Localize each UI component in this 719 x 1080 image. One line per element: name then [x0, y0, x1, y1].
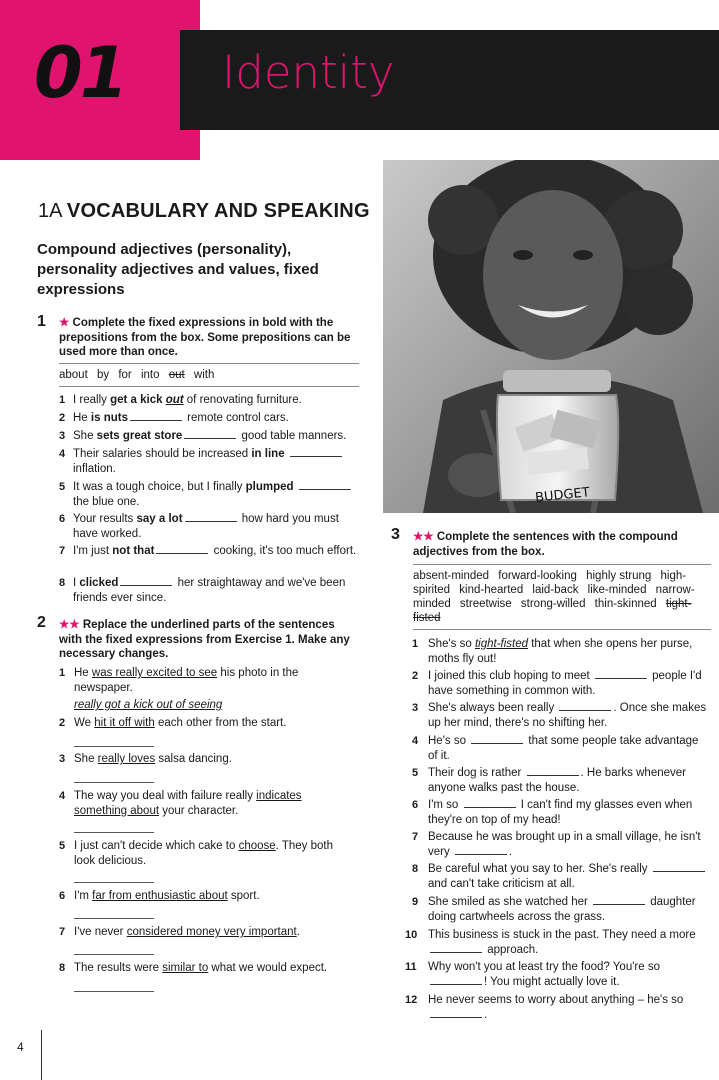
item-number: 3: [59, 430, 66, 442]
page-divider: [41, 1030, 42, 1080]
answer-blank[interactable]: [593, 895, 645, 905]
item-text: He: [74, 667, 92, 679]
ex3-item: [412, 734, 710, 763]
item-number: 5: [59, 840, 66, 852]
item-text: . They both look delicious.: [74, 840, 333, 867]
item-text: She: [73, 430, 97, 442]
exercise-1-number: 1: [37, 313, 46, 330]
item-text: that when she opens her purse, moths fly out!: [428, 638, 693, 665]
word: absent-minded: [413, 570, 490, 582]
word: highly strung: [586, 570, 652, 582]
word: laid-back: [532, 584, 579, 596]
item-number: 1: [412, 638, 419, 650]
item-text: Be careful what you say to her. She's really: [428, 863, 651, 875]
word: kind-hearted: [459, 584, 524, 596]
item-number: 3: [412, 702, 419, 714]
item-text: the blue one.: [73, 495, 140, 508]
exercise-3-number: 3: [391, 526, 400, 543]
ex2-item: [59, 925, 349, 940]
item-number: 4: [59, 790, 66, 802]
item-text: each other from the start.: [154, 717, 287, 729]
answer-blank[interactable]: [290, 447, 342, 457]
item-text: .: [508, 845, 513, 858]
item-number: 6: [59, 890, 66, 902]
instruction-text: Complete the fixed expressions in bold with the prepositions from the box. Some prepositions can be used more than once.: [59, 317, 351, 358]
item-text: He never seems to worry about anything – he's so: [428, 994, 684, 1006]
word: like-minded: [587, 584, 647, 596]
section-title: VOCABULARY AND SPEAKING: [66, 200, 370, 222]
item-text: The results were: [74, 962, 163, 974]
item-text: We: [74, 717, 95, 729]
ex3-item: [412, 862, 710, 891]
ex1-item: [59, 393, 359, 408]
instruction-text: Complete the sentences with the compound adjectives from the box.: [413, 531, 678, 558]
item-text: I: [73, 577, 80, 589]
photo-illustration: [383, 160, 719, 513]
answer-blank[interactable]: [653, 862, 705, 872]
word: for: [118, 369, 132, 381]
answer-blank[interactable]: [299, 480, 351, 490]
item-text: salsa dancing.: [155, 753, 232, 765]
item-text: remote control cars.: [183, 412, 289, 424]
ex1-item: [59, 576, 359, 605]
answer-blank[interactable]: [595, 669, 647, 679]
item-text: Their dog is rather: [428, 767, 525, 779]
photo-woman-with-jar: [383, 160, 719, 513]
item-text: This business is stuck in the past. They need a more: [428, 929, 696, 941]
item-text: your character.: [159, 804, 239, 817]
item-text: She smiled as she watched her: [428, 896, 592, 908]
ex1-item: [59, 411, 359, 426]
item-text: . He barks whenever anyone walks past the house.: [428, 767, 686, 794]
section-code: 1A: [38, 200, 62, 222]
answer-blank[interactable]: [430, 975, 482, 985]
example-answer: out: [165, 394, 184, 406]
difficulty-stars: ★★: [59, 619, 80, 631]
answer-blank[interactable]: [185, 512, 237, 522]
ex3-item: [405, 928, 710, 957]
underlined-phrase: really loves: [97, 753, 156, 765]
item-number: 3: [59, 753, 66, 765]
item-number: 1: [59, 394, 66, 406]
answer-line[interactable]: [74, 954, 154, 955]
ex2-item: [59, 716, 349, 731]
item-text: I really: [73, 394, 111, 406]
answer-blank[interactable]: [130, 411, 182, 421]
item-bold: in line: [251, 448, 285, 460]
underlined-phrase: far from enthusiastic about: [92, 890, 228, 902]
answer-blank[interactable]: [464, 798, 516, 808]
item-text: what we would expect.: [208, 962, 328, 974]
item-number: 1: [59, 667, 66, 679]
example-answer: tight-fisted: [474, 638, 529, 650]
item-bold: clicked: [79, 577, 119, 589]
item-text: approach.: [484, 943, 539, 956]
jar-label: BUDGET: [534, 485, 591, 506]
item-number: 8: [59, 962, 66, 974]
item-text: She: [74, 753, 98, 765]
item-number: 10: [405, 929, 418, 941]
answer-blank[interactable]: [120, 576, 172, 586]
exercise-2-instruction: [59, 618, 359, 662]
answer-blank[interactable]: [156, 544, 208, 554]
ex1-item: [59, 512, 359, 541]
example-answer: really got a kick out of seeing: [74, 699, 223, 711]
item-text: of renovating furniture.: [183, 394, 302, 406]
item-number: 7: [412, 831, 419, 843]
answer-blank[interactable]: [430, 1008, 482, 1018]
word: forward-looking: [498, 570, 577, 582]
item-text: I can't find my glasses even when they're on top of my head!: [428, 799, 693, 826]
item-number: 5: [412, 767, 419, 779]
ex3-item: [405, 960, 710, 989]
ex3-item: [412, 798, 710, 827]
answer-blank[interactable]: [455, 845, 507, 855]
answer-line[interactable]: [74, 832, 154, 833]
item-text: and can't take criticism at all.: [428, 877, 575, 890]
answer-blank[interactable]: [184, 429, 236, 439]
item-text: people I'd have something in common with.: [428, 670, 702, 697]
exercise-3-instruction: [413, 530, 703, 559]
ex2-item: [59, 666, 349, 695]
ex1-item: [59, 429, 359, 444]
item-text: inflation.: [73, 462, 116, 475]
underlined-phrase: similar to: [162, 962, 209, 974]
exercise-1-word-box: [59, 363, 359, 387]
ex2-item: [59, 839, 349, 868]
item-text: how hard you must have worked.: [73, 513, 339, 540]
item-number: 8: [59, 577, 66, 589]
word-used: out: [168, 369, 185, 381]
exercise-2-number: 2: [37, 614, 46, 631]
item-bold: sets great store: [96, 430, 183, 442]
word: strong-willed: [520, 598, 586, 610]
item-bold: get a kick: [110, 394, 166, 406]
item-text: sport.: [227, 890, 260, 902]
underlined-phrase: considered money very important: [126, 926, 297, 938]
item-number: 4: [59, 448, 66, 460]
item-bold: not that: [112, 545, 155, 557]
section-subtitle: Compound adjectives (personality), personality adjectives and values, fixed expressions: [37, 241, 319, 298]
ex2-item: [59, 752, 349, 767]
word: about: [59, 369, 88, 381]
item-text: that some people take advantage of it.: [428, 735, 699, 762]
ex3-item: [405, 993, 710, 1022]
exercise-1-instruction: [59, 316, 359, 360]
item-text: good table manners.: [238, 430, 347, 442]
item-text: daughter doing cartwheels across the grass.: [428, 896, 696, 923]
difficulty-stars: ★: [59, 317, 70, 329]
item-number: 6: [412, 799, 419, 811]
item-text: I'm: [74, 890, 93, 902]
ex3-item: [412, 701, 710, 730]
underlined-phrase: hit it off with: [94, 717, 155, 729]
ex3-item: [412, 637, 710, 666]
ex2-example-answer: [74, 698, 354, 713]
item-text: She's so: [428, 638, 475, 650]
item-bold: plumped: [245, 481, 294, 493]
item-bold: is nuts: [90, 412, 128, 424]
item-text: I'm so: [428, 799, 462, 811]
underlined-phrase: choose: [238, 840, 276, 852]
item-text: cooking, it's too much effort.: [210, 545, 357, 557]
item-number: 9: [412, 896, 419, 908]
item-text: The way you deal with failure really: [74, 790, 257, 802]
underlined-phrase: was really excited to see: [91, 667, 218, 679]
exercise-3-word-box: [413, 564, 711, 630]
item-text: I joined this club hoping to meet: [428, 670, 593, 682]
item-text: Because he was brought up in a small village, he isn't very: [428, 831, 701, 858]
item-number: 5: [59, 481, 66, 493]
item-number: 8: [412, 863, 419, 875]
item-text: . Once she makes up her mind, there's no shifting her.: [428, 702, 707, 729]
item-text: Why won't you at least try the food? You're so: [428, 961, 660, 973]
item-bold: say a lot: [136, 513, 183, 525]
ex2-item: [59, 789, 349, 818]
item-text: I've never: [74, 926, 127, 938]
answer-line[interactable]: [74, 991, 154, 992]
item-number: 7: [59, 545, 66, 557]
item-text: .: [484, 1008, 488, 1021]
page-number: 4: [17, 1040, 24, 1054]
ex1-item: [59, 480, 359, 509]
section-heading: [38, 200, 370, 223]
item-text: He's so: [428, 735, 470, 747]
item-text: ! You might actually love it.: [484, 975, 620, 988]
word: streetwise: [459, 598, 512, 610]
item-text: her straightaway and we've been friends ever since.: [73, 577, 346, 604]
word: into: [140, 369, 160, 381]
instruction-text: Replace the underlined parts of the sentences with the fixed expressions from Exercise 1. Make any necessary changes.: [59, 619, 350, 660]
item-number: 7: [59, 926, 66, 938]
word: with: [193, 369, 215, 381]
answer-line[interactable]: [74, 882, 154, 883]
item-number: 11: [405, 961, 417, 973]
item-text: I just can't decide which cake to: [74, 840, 239, 852]
item-text: Their salaries should be increased: [73, 448, 252, 460]
ex3-item: [412, 830, 710, 859]
unit-number: 01: [34, 32, 126, 114]
ex2-item: [59, 961, 349, 976]
answer-line[interactable]: [74, 746, 154, 747]
item-number: 6: [59, 513, 66, 525]
word-used: tight-fisted: [413, 598, 692, 624]
item-number: 4: [412, 735, 419, 747]
item-number: 2: [412, 670, 419, 682]
answer-blank[interactable]: [527, 766, 579, 776]
unit-title: Identity: [222, 46, 395, 99]
item-text: She's always been really: [428, 702, 558, 714]
word: narrow-minded: [413, 584, 695, 610]
ex3-item: [412, 669, 710, 698]
item-number: 2: [59, 717, 66, 729]
answer-blank[interactable]: [471, 734, 523, 744]
item-text: He: [73, 412, 91, 424]
item-text: .: [296, 926, 300, 938]
word: thin-skinned: [594, 598, 657, 610]
difficulty-stars: ★★: [413, 531, 434, 543]
answer-line[interactable]: [74, 918, 154, 919]
answer-blank[interactable]: [559, 701, 611, 711]
ex2-item: [59, 889, 349, 904]
word: by: [96, 369, 110, 381]
item-text: his photo in the newspaper.: [74, 667, 299, 694]
word: high-spirited: [413, 570, 687, 596]
answer-blank[interactable]: [430, 943, 482, 953]
item-text: I'm just: [73, 545, 113, 557]
answer-line[interactable]: [74, 782, 154, 783]
item-number: 12: [405, 994, 418, 1006]
item-text: It was a tough choice, but I finally: [73, 481, 246, 493]
item-text: Your results: [73, 513, 137, 525]
ex3-item: [412, 766, 710, 795]
item-number: 2: [59, 412, 66, 424]
ex3-item: [412, 895, 710, 924]
ex1-item: [59, 544, 359, 559]
underlined-phrase: indicates something about: [74, 790, 302, 817]
ex1-item: [59, 447, 359, 476]
